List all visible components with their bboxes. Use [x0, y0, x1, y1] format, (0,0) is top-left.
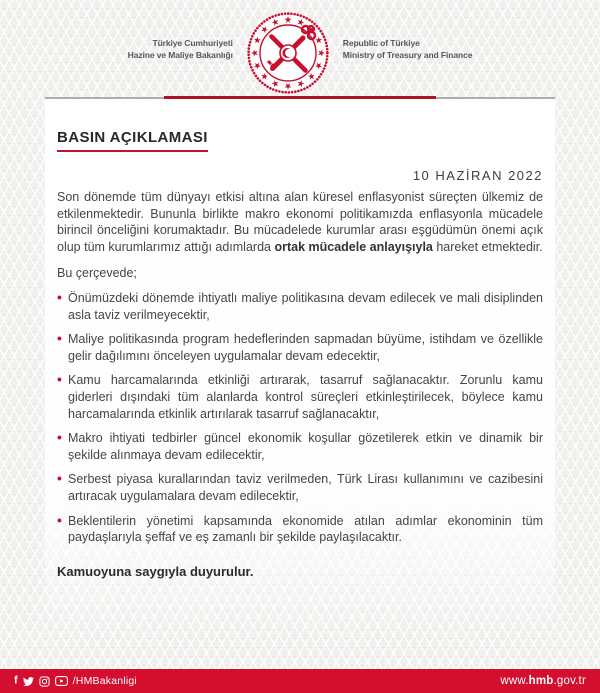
intro-text-bold: ortak mücadele anlayışıyla — [274, 239, 433, 254]
website-prefix: www. — [500, 675, 529, 687]
social-links — [14, 675, 137, 687]
press-release-card — [45, 97, 555, 638]
social-handle[interactable]: /HMBakanligi — [72, 675, 137, 687]
footer-bar — [0, 669, 600, 693]
ministry-name-tr-line2: Hazine ve Maliye Bakanlığı — [127, 49, 233, 60]
twitter-icon[interactable] — [23, 676, 34, 687]
ministry-header — [0, 0, 600, 97]
intro-text-after: hareket etmektedir. — [432, 239, 543, 254]
closing-statement: Kamuoyuna saygıyla duyurulur. — [57, 563, 254, 579]
bullet-item: • Serbest piyasa kurallarından taviz verilmeden, Türk Lirası kullanımını ve cazibesini artıracak uygulamalara devam edilecektir, — [57, 471, 543, 504]
youtube-icon[interactable] — [55, 676, 68, 686]
website-url[interactable] — [500, 675, 586, 687]
ministry-name-en — [343, 37, 473, 61]
bullet-item: • Beklentilerin yönetimi kapsamında ekonomide atılan adımlar ekonominin tüm paydaşlarıyla şeffaf ve eş zamanlı bir şekilde paylaşılacaktır. — [57, 513, 543, 546]
bullet-item: • Makro ihtiyati tedbirler güncel ekonomik koşullar gözetilerek etkin ve dinamik bir şekilde alınmaya devam edilecektir, — [57, 430, 543, 463]
website-suffix: .gov.tr — [553, 675, 586, 687]
bullet-item: • Önümüzdeki dönemde ihtiyatlı maliye politikasına devam edilecek ve mali disiplinden asla taviz verilmeyecektir, — [57, 290, 543, 323]
bullet-list — [57, 290, 543, 546]
lead-in-text: Bu çerçevede; — [57, 266, 137, 281]
bullet-item: • Kamu harcamalarında etkinliği artırarak, tasarruf sağlanacaktır. Zorunlu kamu giderleri dışındaki tüm alanlarda kontrol süreçleri etkinleştirilecek, böylece kamu harcamalarında etkinlik artırılarak tasarruf sağlanacaktır, — [57, 372, 543, 422]
facebook-icon[interactable]: f — [14, 674, 18, 686]
instagram-icon[interactable] — [39, 676, 50, 687]
page-title: BASIN AÇIKLAMASI — [57, 129, 208, 152]
ministry-name-en-line2: Ministry of Treasury and Finance — [342, 49, 473, 60]
website-bold: hmb — [528, 675, 554, 687]
ministry-name-tr — [128, 37, 233, 61]
release-date: 10 HAZİRAN 2022 — [412, 168, 543, 183]
ministry-name-tr-line1: Türkiye Cumhuriyeti — [152, 37, 233, 48]
ministry-name-en-line1: Republic of Türkiye — [342, 37, 420, 48]
intro-text-before: Son dönemde tüm dünyayı etkisi altına alan küresel enflasyonist süreçten ülkemiz de etkilenmektedir. Bununla birlikte makro ekonomi politikamızda enflasyonla mücadele birincil önceliğini korumaktadır. Bu mücadelede kurumlar arası eşgüdümün önemi açık olup tüm kurumlarımız attığı adımlarda — [57, 190, 543, 254]
ministry-emblem-icon — [246, 11, 330, 95]
intro-paragraph — [57, 189, 543, 255]
bullet-item: • Maliye politikasında program hedeflerinden sapmadan büyüme, istihdam ve özellikle gelir dağılımını önceleyen uygulamalar devam edecektir, — [57, 331, 543, 364]
